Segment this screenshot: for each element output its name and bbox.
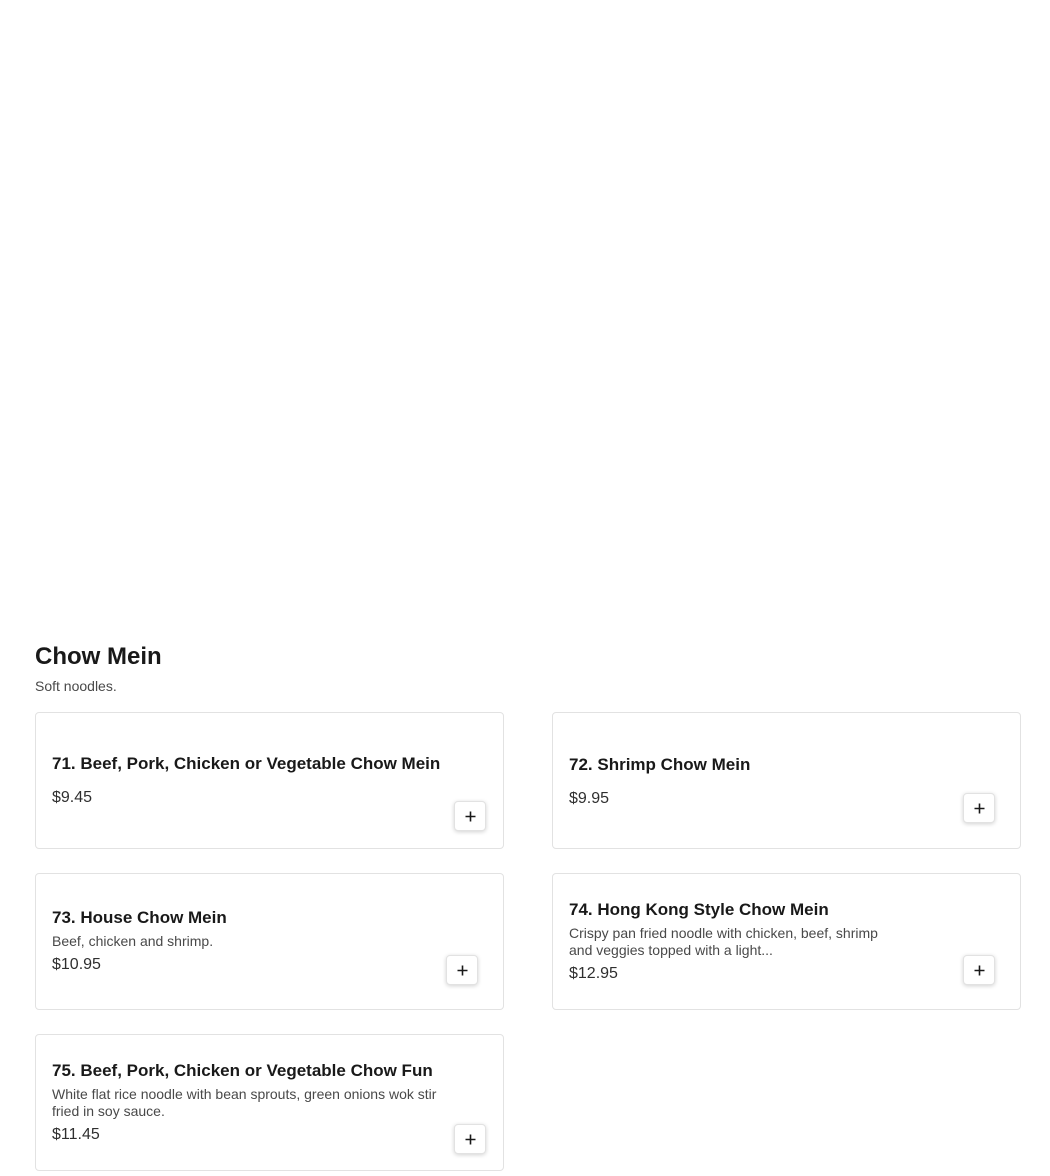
menu-item-card[interactable] xyxy=(35,873,504,1010)
menu-item-card[interactable] xyxy=(35,1034,504,1171)
menu-item-price: $9.95 xyxy=(569,789,610,807)
plus-icon xyxy=(465,811,476,822)
add-item-button[interactable] xyxy=(963,793,995,823)
add-item-button[interactable] xyxy=(454,801,486,831)
menu-item-price: $9.45 xyxy=(52,788,93,806)
menu-item-info xyxy=(569,715,890,848)
add-item-button[interactable] xyxy=(446,955,478,985)
section-title: Chow Mein xyxy=(35,643,162,670)
menu-item-card[interactable] xyxy=(552,712,1021,849)
menu-item-card[interactable] xyxy=(35,712,504,849)
menu-item-description: Beef, chicken and shrimp. xyxy=(52,933,214,949)
plus-icon xyxy=(457,965,468,976)
menu-item-name: 71. Beef, Pork, Chicken or Vegetable Chow Mein xyxy=(52,753,441,773)
menu-item-description: White flat rice noodle with bean sprouts, green onions wok stir fried in soy sauce. xyxy=(52,1085,437,1119)
menu-item-name: 74. Hong Kong Style Chow Mein xyxy=(569,899,829,919)
menu-item-info xyxy=(52,1035,467,1170)
menu-item-price: $11.45 xyxy=(52,1125,100,1143)
add-item-button[interactable] xyxy=(454,1124,486,1154)
plus-icon xyxy=(974,965,985,976)
add-item-button[interactable] xyxy=(963,955,995,985)
plus-icon xyxy=(465,1134,476,1145)
menu-item-price: $10.95 xyxy=(52,956,101,973)
plus-icon xyxy=(974,803,985,814)
menu-item-name: 72. Shrimp Chow Mein xyxy=(569,754,751,774)
menu-section-chow-mein xyxy=(35,640,1021,696)
menu-item-price: $12.95 xyxy=(569,964,618,982)
menu-item-name: 73. House Chow Mein xyxy=(52,908,227,927)
menu-item-info xyxy=(52,713,443,848)
section-subtitle: Soft noodles. xyxy=(35,678,117,694)
menu-item-info xyxy=(52,874,373,1009)
menu-item-card[interactable] xyxy=(552,873,1021,1010)
menu-item-name: 75. Beef, Pork, Chicken or Vegetable Chow Fun xyxy=(52,1060,433,1080)
menu-item-info xyxy=(569,874,890,1009)
menu-item-description: Crispy pan fried noodle with chicken, beef, shrimp and veggies topped with a light... xyxy=(569,924,878,958)
